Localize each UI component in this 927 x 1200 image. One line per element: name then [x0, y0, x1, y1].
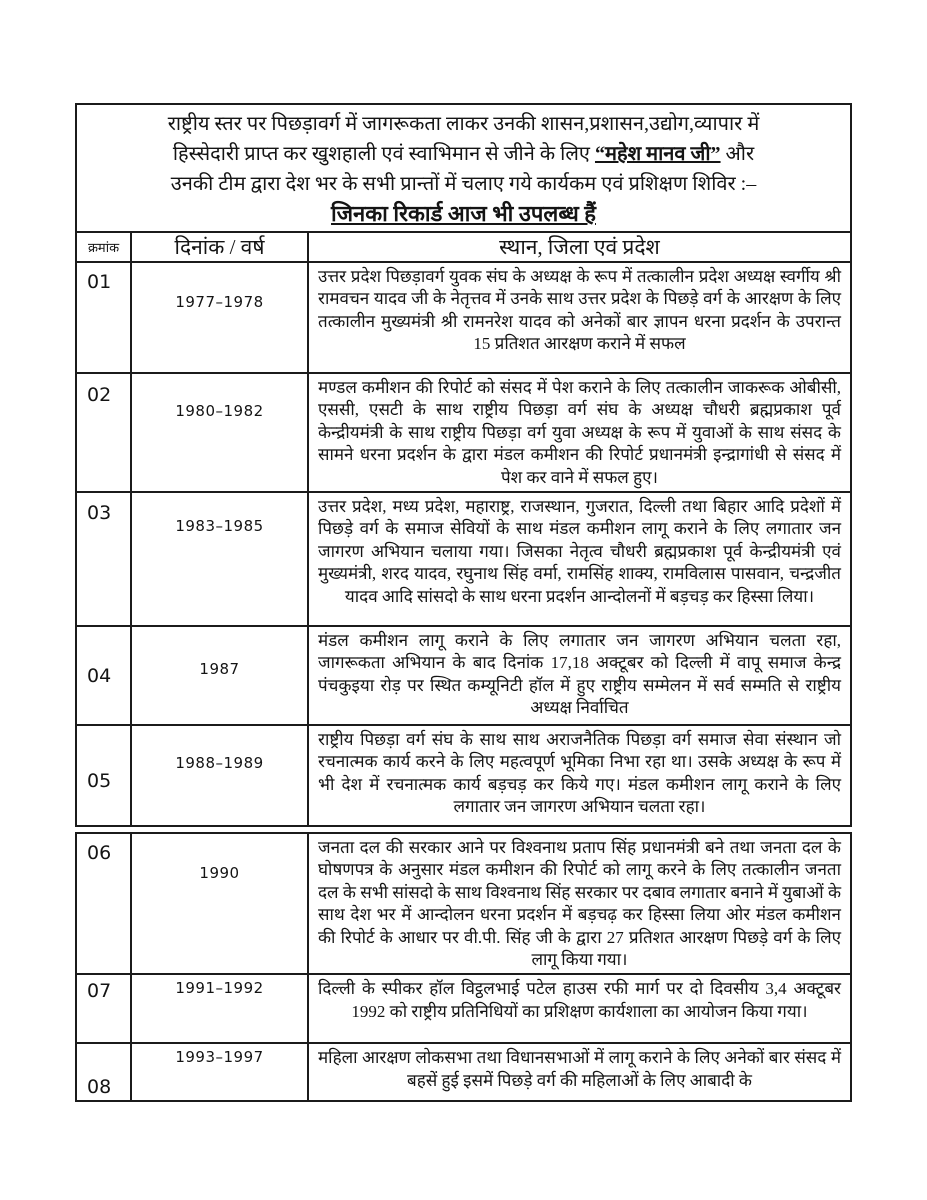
date-cell — [131, 974, 308, 1043]
column-header-serial: क्रमांक — [76, 232, 131, 262]
serial-number: 08 — [87, 1076, 112, 1099]
serial-number: 05 — [87, 770, 112, 793]
date-range: 1993–1997 — [175, 1048, 264, 1067]
description-text: मण्डल कमीशन की रिपोर्ट को संसद में पेश कराने के लिए तत्कालीन जाकरूक ओबीसी, एससी, एसटी के साथ राष्ट्रीय पिछड़ा वर्ग संघ के अध्यक्ष चौधरी ब्रह्मप्रकाश पूर्व केन्द्रीयमंत्री के साथ राष्ट्रीय पिछड़ा वर्ग युवा अध्यक्ष के रूप में युवाओं के साथ संसद के सामने धरना प्रदर्शन के द्वारा मंडल कमीशन की रिपोर्ट प्रधानमंत्री इन्द्रागांधी से संसद में पेश कर वाने में सफल हुए। — [318, 378, 841, 487]
emphasized-person-name: “महेश मानव जी” — [594, 143, 721, 165]
serial-cell — [76, 1043, 131, 1101]
description-cell — [308, 725, 851, 826]
serial-number: 01 — [87, 271, 112, 293]
date-range: 1988–1989 — [175, 754, 264, 773]
table-row — [76, 626, 851, 725]
date-range: 1983–1985 — [175, 517, 264, 536]
column-header-place-district-state: स्थान, जिला एवं प्रदेश — [308, 232, 851, 262]
description-text: मंडल कमीशन लागू कराने के लिए लगातार जन जागरण अभियान चलता रहा, जागरूकता अभियान के बाद दिनांक 17,18 अक्टूबर को दिल्ली में वापू समाज केन्द्र पंचकुइया रोड़ पर स्थित कम्यूनिटी हॉल में हुए राष्ट्रीय सम्मेलन में सर्व सम्मति से राष्ट्रीय अध्यक्ष निर्वाचित — [318, 631, 841, 718]
serial-cell — [76, 725, 131, 826]
serial-cell — [76, 492, 131, 626]
description-cell — [308, 262, 851, 373]
serial-cell — [76, 833, 131, 974]
description-text: दिल्ली के स्पीकर हॉल विट्ठलभाई पटेल हाउस रफी मार्ग पर दो दिवसीय 3,4 अक्टूबर 1992 को राष्ट्रीय प्रतिनिधियों का प्रशिक्षण कार्यशाला का आयोजन किया गया। — [318, 979, 841, 1021]
document-header — [75, 103, 852, 233]
serial-number: 02 — [87, 384, 112, 406]
serial-number: 03 — [87, 502, 112, 525]
records-table-lower — [75, 832, 852, 1102]
date-cell — [131, 492, 308, 626]
table-row — [76, 974, 851, 1043]
table-body-upper — [76, 262, 851, 826]
description-text: महिला आरक्षण लोकसभा तथा विधानसभाओं में लागू कराने के लिए अनेकों बार संसद में बहसें हुई इसमें पिछड़े वर्ग की महिलाओं के लिए आबादी के — [318, 1048, 841, 1090]
description-text: जनता दल की सरकार आने पर विश्वनाथ प्रताप सिंह प्रधानमंत्री बने तथा जनता दल के घोषणपत्र के अनुसार मंडल कमीशन की रिपोर्ट को लागू करने के लिए तत्कालीन जनता दल के सभी सांसदो के साथ विश्वनाथ सिंह सरकार पर दबाव लगातार बनाने में युबाओं के साथ देश भर में आन्दोलन धरना प्रदर्शन में बड़चढ़ कर हिस्सा लिया ओर मंडल कमीशन की रिपोर्ट के आधार पर वी.पी. सिंह जी के द्वारा 27 प्रतिशत आरक्षण पिछड़े वर्ग के लिए लागू किया गया। — [318, 838, 841, 970]
date-range: 1991–1992 — [175, 979, 264, 998]
column-header-date-year: दिनांक / वर्ष — [131, 232, 308, 262]
description-text: उत्तर प्रदेश पिछड़ावर्ग युवक संघ के अध्यक्ष के रूप में तत्कालीन प्रदेश अध्यक्ष स्वर्गीय श्री रामवचन यादव जी के नेतृत्तव में उनके साथ उत्तर प्रदेश के पिछड़े वर्ग के आरक्षण के लिए तत्कालीन मुख्यमंत्री श्री रामनरेश यादव को अनेकों बार ज्ञापन धरना प्रदर्शन के उपरान्त 15 प्रतिशत आरक्षण कराने में सफल — [318, 267, 841, 354]
description-cell — [308, 373, 851, 492]
description-cell — [308, 626, 851, 725]
header-line-2-post: और — [720, 143, 755, 165]
table-row — [76, 492, 851, 626]
date-range: 1977–1978 — [175, 293, 264, 311]
date-cell — [131, 1043, 308, 1101]
date-range: 1980–1982 — [175, 402, 264, 420]
date-cell — [131, 626, 308, 725]
header-line-3: उनकी टीम द्वारा देश भर के सभी प्रान्तों में चलाए गये कार्यकम एवं प्रशिक्षण शिविर :– — [170, 173, 757, 195]
date-cell — [131, 373, 308, 492]
description-cell — [308, 833, 851, 974]
description-text: उत्तर प्रदेश, मध्य प्रदेश, महाराष्ट्र, राजस्थान, गुजरात, दिल्ली तथा बिहार आदि प्रदेशों में पिछड़े वर्ग के समाज सेवियों के साथ मंडल कमीशन लागू कराने के लिए लगातार जन जागरण अभियान चलाया गया। जिसका नेतृत्व चौधरी ब्रह्मप्रकाश पूर्व केन्द्रीयमंत्री एवं मुख्यमंत्री, शरद यादव, रघुनाथ सिंह वर्मा, रामसिंह शाक्य, रामविलास पासवान, चन्द्रजीत यादव आदि सांसदो के साथ धरना प्रदर्शन आन्दोलनों में बड़चड़ कर हिस्सा लिया। — [318, 497, 841, 606]
date-cell — [131, 262, 308, 373]
serial-cell — [76, 373, 131, 492]
records-table-upper — [75, 231, 852, 827]
scanned-document-page — [75, 103, 852, 1102]
description-cell — [308, 974, 851, 1043]
table-row — [76, 262, 851, 373]
table-row — [76, 725, 851, 826]
table-row — [76, 833, 851, 974]
serial-number: 06 — [87, 842, 112, 865]
description-cell — [308, 492, 851, 626]
date-range: 1990 — [199, 864, 240, 883]
description-cell — [308, 1043, 851, 1101]
table-row — [76, 1043, 851, 1101]
date-range: 1987 — [199, 660, 240, 679]
table-body-lower — [76, 833, 851, 1101]
table-row — [76, 373, 851, 492]
document-title: जिनका रिकार्ड आज भी उपलब्ध हैं — [331, 201, 596, 226]
serial-cell — [76, 974, 131, 1043]
date-cell — [131, 725, 308, 826]
serial-cell — [76, 626, 131, 725]
header-line-2 — [85, 139, 842, 169]
header-line-2-pre: हिस्सेदारी प्राप्त कर खुशहाली एवं स्वाभिमान से जीने के लिए — [172, 143, 595, 165]
date-cell — [131, 833, 308, 974]
serial-cell — [76, 262, 131, 373]
serial-number: 07 — [87, 980, 112, 1003]
header-line-1: राष्ट्रीय स्तर पर पिछड़ावर्ग में जागरूकता लाकर उनकी शासन,प्रशासन,उद्योग,व्यापार में — [167, 113, 760, 135]
description-text: राष्ट्रीय पिछड़ा वर्ग संघ के साथ साथ अराजनैतिक पिछड़ा वर्ग समाज सेवा संस्थान जो रचनात्मक कार्य करने के लिए महत्वपूर्ण भूमिका निभा रहा था। उसके अध्यक्ष के रूप में भी देश में रचनात्मक कार्य बड़चड़ कर किये गए। मंडल कमीशन लागू कराने के लिए लगातार जन जागरण अभियान चलता रहा। — [318, 730, 841, 817]
table-header-row — [76, 232, 851, 262]
serial-number: 04 — [87, 665, 112, 688]
